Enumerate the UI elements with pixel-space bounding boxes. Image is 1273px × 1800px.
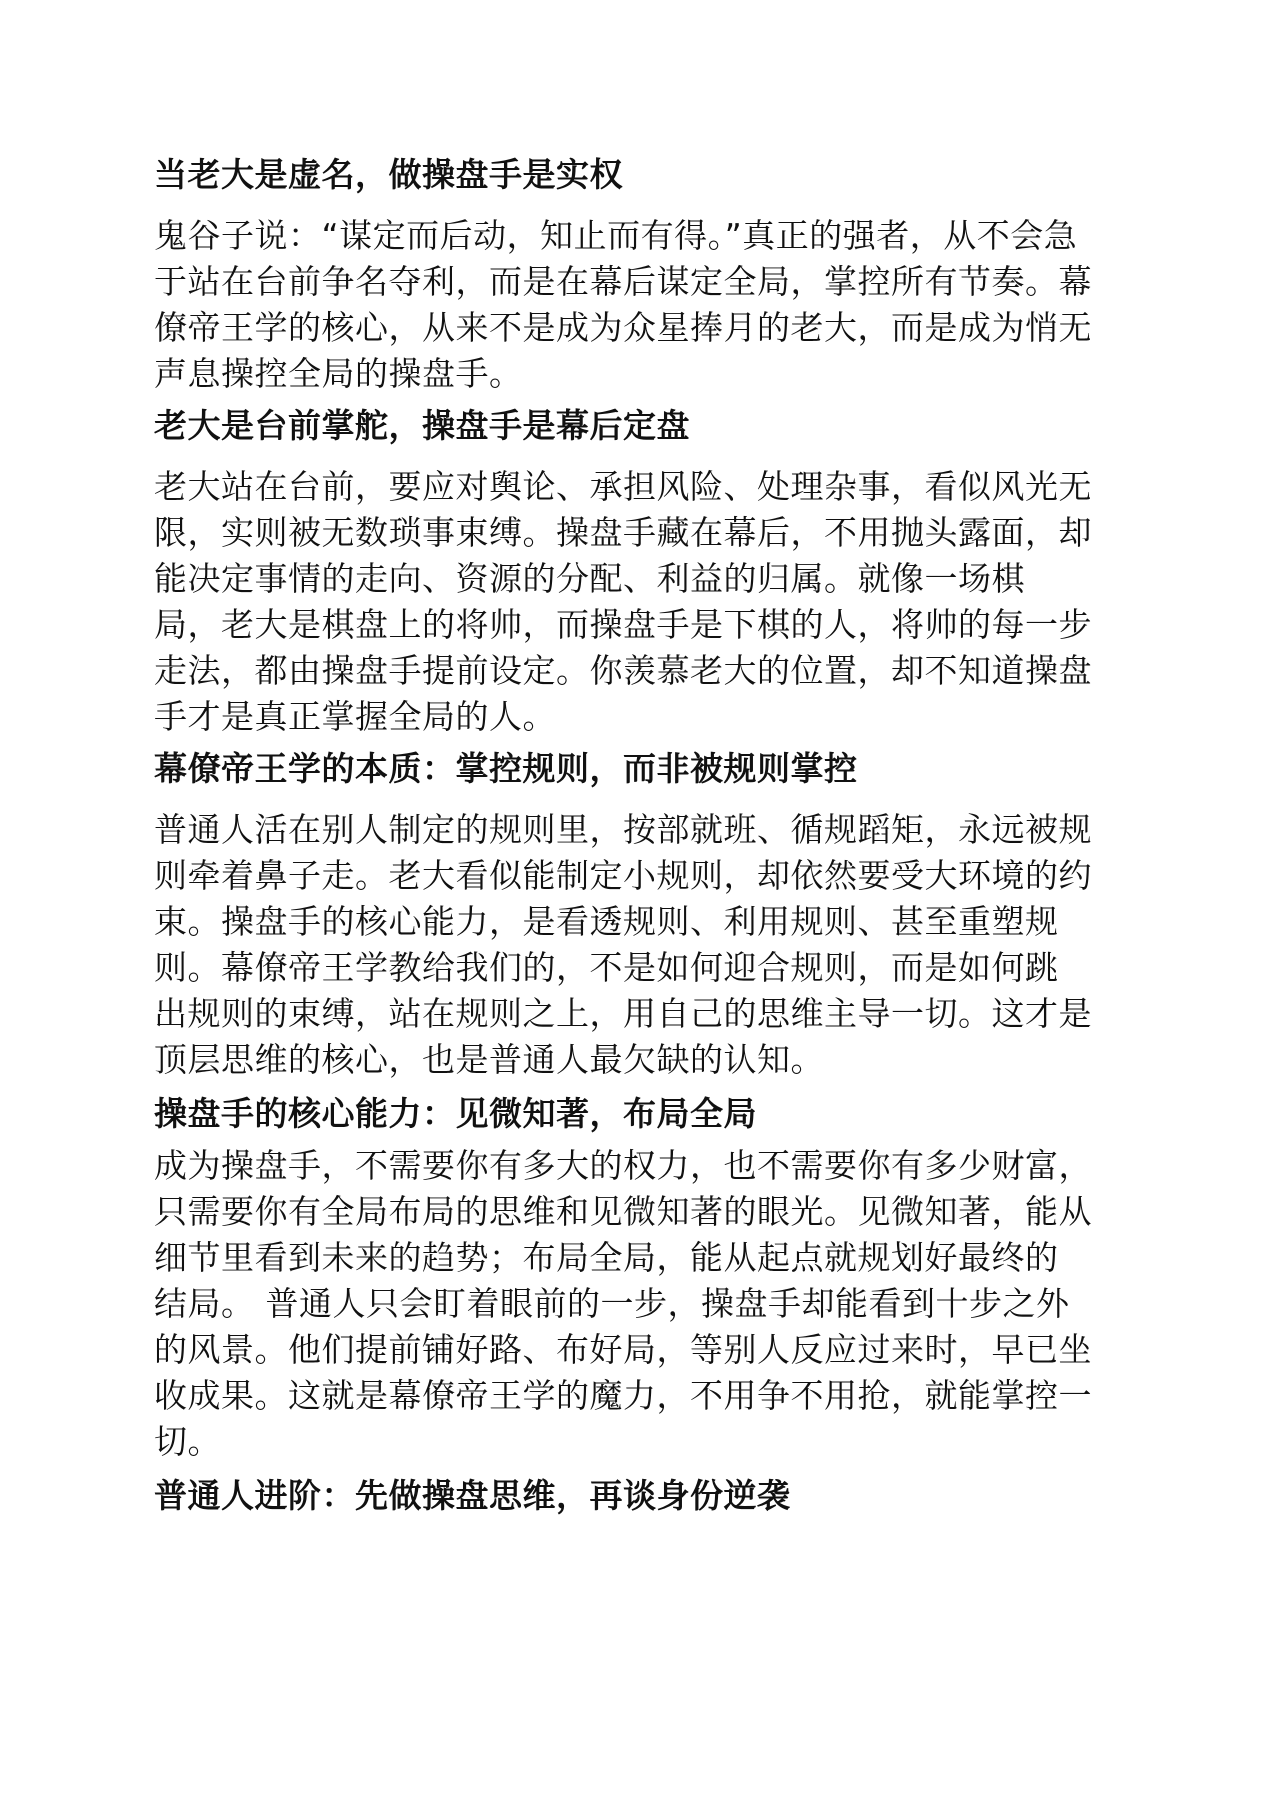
paragraph-line: 于站在台前争名夺利，而是在幕后谋定全局，掌控所有节奏。幕 bbox=[154, 262, 1092, 301]
paragraph-line: 收成果。这就是幕僚帝王学的魔力，不用争不用抢，就能掌控一 bbox=[154, 1376, 1092, 1415]
paragraph-line: 只需要你有全局布局的思维和见微知著的眼光。见微知著，能从 bbox=[154, 1192, 1092, 1231]
paragraph-line: 结局。 普通人只会盯着眼前的一步，操盘手却能看到十步之外 bbox=[154, 1284, 1070, 1323]
section-paragraph bbox=[154, 807, 1114, 1083]
section-1 bbox=[154, 150, 1114, 397]
paragraph-line: 则。幕僚帝王学教给我们的，不是如何迎合规则，而是如何跳 bbox=[154, 948, 1059, 987]
paragraph-line: 走法，都由操盘手提前设定。你羡慕老大的位置，却不知道操盘 bbox=[154, 651, 1092, 690]
section-paragraph bbox=[154, 213, 1114, 397]
paragraph-line: 束。操盘手的核心能力，是看透规则、利用规则、甚至重塑规 bbox=[154, 902, 1059, 941]
section-4 bbox=[154, 1089, 1114, 1465]
section-3 bbox=[154, 744, 1114, 1083]
section-paragraph bbox=[154, 464, 1114, 740]
section-heading: 老大是台前掌舵，操盘手是幕后定盘 bbox=[154, 406, 690, 445]
article-body bbox=[154, 150, 1114, 1521]
paragraph-line: 声息操控全局的操盘手。 bbox=[154, 354, 523, 393]
paragraph-line: 成为操盘手，不需要你有多大的权力，也不需要你有多少财富， bbox=[154, 1146, 1092, 1185]
paragraph-line: 出规则的束缚，站在规则之上，用自己的思维主导一切。这才是 bbox=[154, 994, 1092, 1033]
section-heading: 幕僚帝王学的本质：掌控规则，而非被规则掌控 bbox=[154, 749, 858, 788]
paragraph-line: 鬼谷子说：“谋定而后动，知止而有得。”真正的强者，从不会急 bbox=[154, 216, 1078, 255]
section-2 bbox=[154, 401, 1114, 740]
paragraph-line: 能决定事情的走向、资源的分配、利益的归属。就像一场棋 bbox=[154, 559, 1025, 598]
paragraph-line: 僚帝王学的核心，从来不是成为众星捧月的老大，而是成为悄无 bbox=[154, 308, 1092, 347]
paragraph-line: 限，实则被无数琐事束缚。操盘手藏在幕后，不用抛头露面，却 bbox=[154, 513, 1092, 552]
paragraph-line: 普通人活在别人制定的规则里，按部就班、循规蹈矩，永远被规 bbox=[154, 810, 1092, 849]
section-heading: 当老大是虚名，做操盘手是实权 bbox=[154, 155, 623, 194]
paragraph-line: 的风景。他们提前铺好路、布好局，等别人反应过来时，早已坐 bbox=[154, 1330, 1092, 1369]
paragraph-line: 则牵着鼻子走。老大看似能制定小规则，却依然要受大环境的约 bbox=[154, 856, 1092, 895]
paragraph-line: 顶层思维的核心，也是普通人最欠缺的认知。 bbox=[154, 1040, 824, 1079]
section-heading: 普通人进阶：先做操盘思维，再谈身份逆袭 bbox=[154, 1476, 791, 1515]
section-5 bbox=[154, 1471, 1114, 1521]
section-paragraph bbox=[154, 1143, 1114, 1465]
paragraph-line: 细节里看到未来的趋势；布局全局，能从起点就规划好最终的 bbox=[154, 1238, 1059, 1277]
paragraph-line: 切。 bbox=[154, 1422, 221, 1461]
paragraph-line: 局，老大是棋盘上的将帅，而操盘手是下棋的人，将帅的每一步 bbox=[154, 605, 1092, 644]
paragraph-line: 老大站在台前，要应对舆论、承担风险、处理杂事，看似风光无 bbox=[154, 467, 1092, 506]
section-heading: 操盘手的核心能力：见微知著，布局全局 bbox=[154, 1094, 757, 1133]
paragraph-line: 手才是真正掌握全局的人。 bbox=[154, 697, 556, 736]
